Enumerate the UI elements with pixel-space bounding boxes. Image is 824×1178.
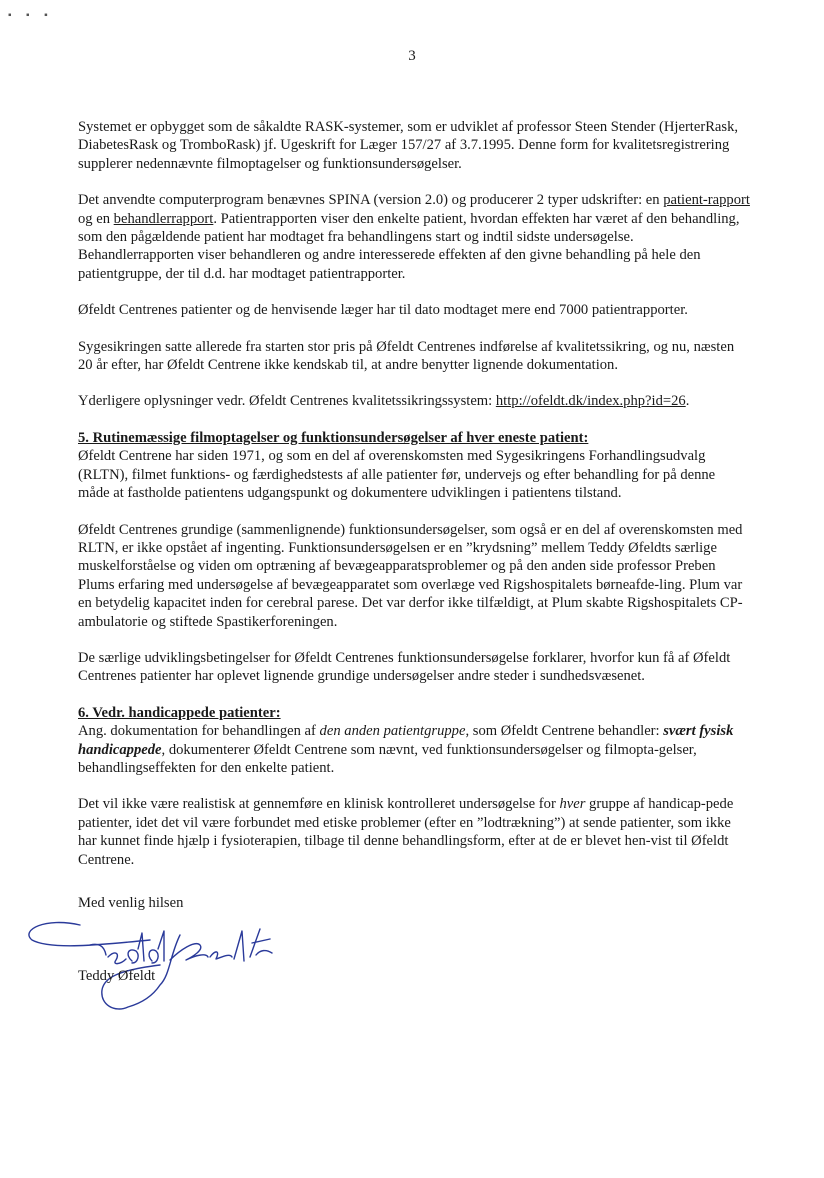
patient-report-link[interactable]: patient-rapport <box>663 192 750 209</box>
ofeldt-url-link[interactable]: http://ofeldt.dk/index.php?id=26 <box>495 393 686 410</box>
section-5-heading: 5. Rutinemæssige filmoptagelser og funktionsundersøgelser af hver eneste patient: <box>78 429 589 446</box>
signer-name: Teddy Øfeldt <box>78 968 156 984</box>
paragraph-rask-system: Systemet er opbygget som de såkaldte RASK-systemer, som er udviklet af professor Steen Stender (HjerterRask, DiabetesRask og TromboRask) jf. Ugeskrift for Læger 157/27 af 3.7.1995. Denne form for kvalitetsregistrering supplerer nedennævnte filmoptagelser og funktionsundersøgelser. <box>78 119 739 172</box>
text: Det anvendte computerprogram benævnes SPINA (version 2.0) og producerer 2 typer udskrifter: en <box>78 192 664 209</box>
paragraph-sygesikring: Sygesikringen satte allerede fra starten stor pris på Øfeldt Centrenes indførelse af kvalitetssikring, og nu, næsten 20 år efter, har Øfeldt Centrene ikke kendskab til, at andre benytter lignende dokumentation. <box>78 338 735 374</box>
page-number: 3 <box>408 48 416 64</box>
text: Det vil ikke være realistisk at gennemføre en klinisk kontrolleret undersøgelse for <box>78 796 560 813</box>
paragraph-more-info <box>78 392 750 410</box>
section-5-text: Øfeldt Centrene har siden 1971, og som en del af overenskomsten med Sygesikringens Forhandlingsudvalg (RLTN), filmet funktions- og færdighedstests af alle patienter før, undervejs og efter behandling for på denne måde at fastholde patientens udgangspunkt og dokumentere udviklingen i patientens tilstand. <box>78 448 716 502</box>
text: og en <box>78 210 114 227</box>
text: . <box>685 393 690 410</box>
closing-greeting: Med venlig hilsen <box>78 895 184 911</box>
paragraph-report-count: Øfeldt Centrenes patienter og de henvisende læger har til dato modtaget mere end 7000 patientrapporter. <box>78 302 688 319</box>
handwritten-signature <box>20 905 320 1015</box>
text: gruppe af handicap-pede patienter, idet det vil være forbundet med etiske problemer (efter en ”lodtrækning”) at sende patienter, som ikke har kunnet finde hjælp i fysioterapien, tilbage til denne behandlingsform, efter at de er blevet hen-vist til Øfeldt Centrene. <box>78 796 734 868</box>
text: . Patientrapporten viser den enkelte patient, hvordan effekten har været af den behandling, som den pågældende patient har modtaget fra behandlingens start og indtil sidste undersøgelse. Behandlerrapporten viser behandleren og andre interesserede effekten af den givne behandling på hele den patientgruppe, der til d.d. har modtaget patientrapporter. <box>78 210 740 282</box>
text: Ang. dokumentation for behandlingen af <box>78 723 320 740</box>
emphasis-text: svært fysisk handicappede <box>78 723 734 758</box>
text: , dokumenterer Øfeldt Centrene som nævnt, ved funktionsundersøgelser og filmopta-gelser, behandlingseffekten for den enkelte patient. <box>78 741 697 776</box>
section-5 <box>78 429 750 503</box>
section-6 <box>78 704 750 778</box>
paragraph-clinical-trial <box>78 795 750 869</box>
practitioner-report-link[interactable]: behandlerrapport <box>113 210 214 227</box>
text: Yderligere oplysninger vedr. Øfeldt Centrenes kvalitetssikringssystem: <box>78 393 496 410</box>
paragraph-funktionsundersoegelser: Øfeldt Centrenes grundige (sammenlignende) funktionsundersøgelser, som også er en del af overenskomsten med RLTN, er ikke opstået af ingenting. Funktionsundersøgelsen er en ”krydsning” mellem Teddy Øfeldts særlige muskelforståelse og viden om optræning af bevægeapparatsproblemer og på den anden side professor Preben Plums erfaring med undersøgelse af bevægeapparatet som overlæge ved Rigshospitalets børneafde-ling. Plum var en betydelig kapacitet inden for cerebral parese. Det var derfor ikke tilfældigt, at Plum skabte Rigshospitalets CP-ambulatorie og stiftede Spastikerforeningen. <box>78 521 743 630</box>
scan-marks: ▪ ▪ ▪ <box>8 10 54 21</box>
emphasis-text: den anden patientgruppe <box>319 723 466 740</box>
letter-body <box>78 118 750 887</box>
emphasis-text: hver <box>559 796 586 813</box>
section-6-heading: 6. Vedr. handicappede patienter: <box>78 704 281 721</box>
text: , som Øfeldt Centrene behandler: <box>465 723 664 740</box>
paragraph-udviklingsbetingelser: De særlige udviklingsbetingelser for Øfeldt Centrenes funktionsundersøgelse forklarer, hvorfor kun få af Øfeldt Centrenes patienter har oplevet lignende grundige undersøgelser andre steder i sundhedsvæsenet. <box>78 649 731 685</box>
paragraph-spina <box>78 191 750 283</box>
